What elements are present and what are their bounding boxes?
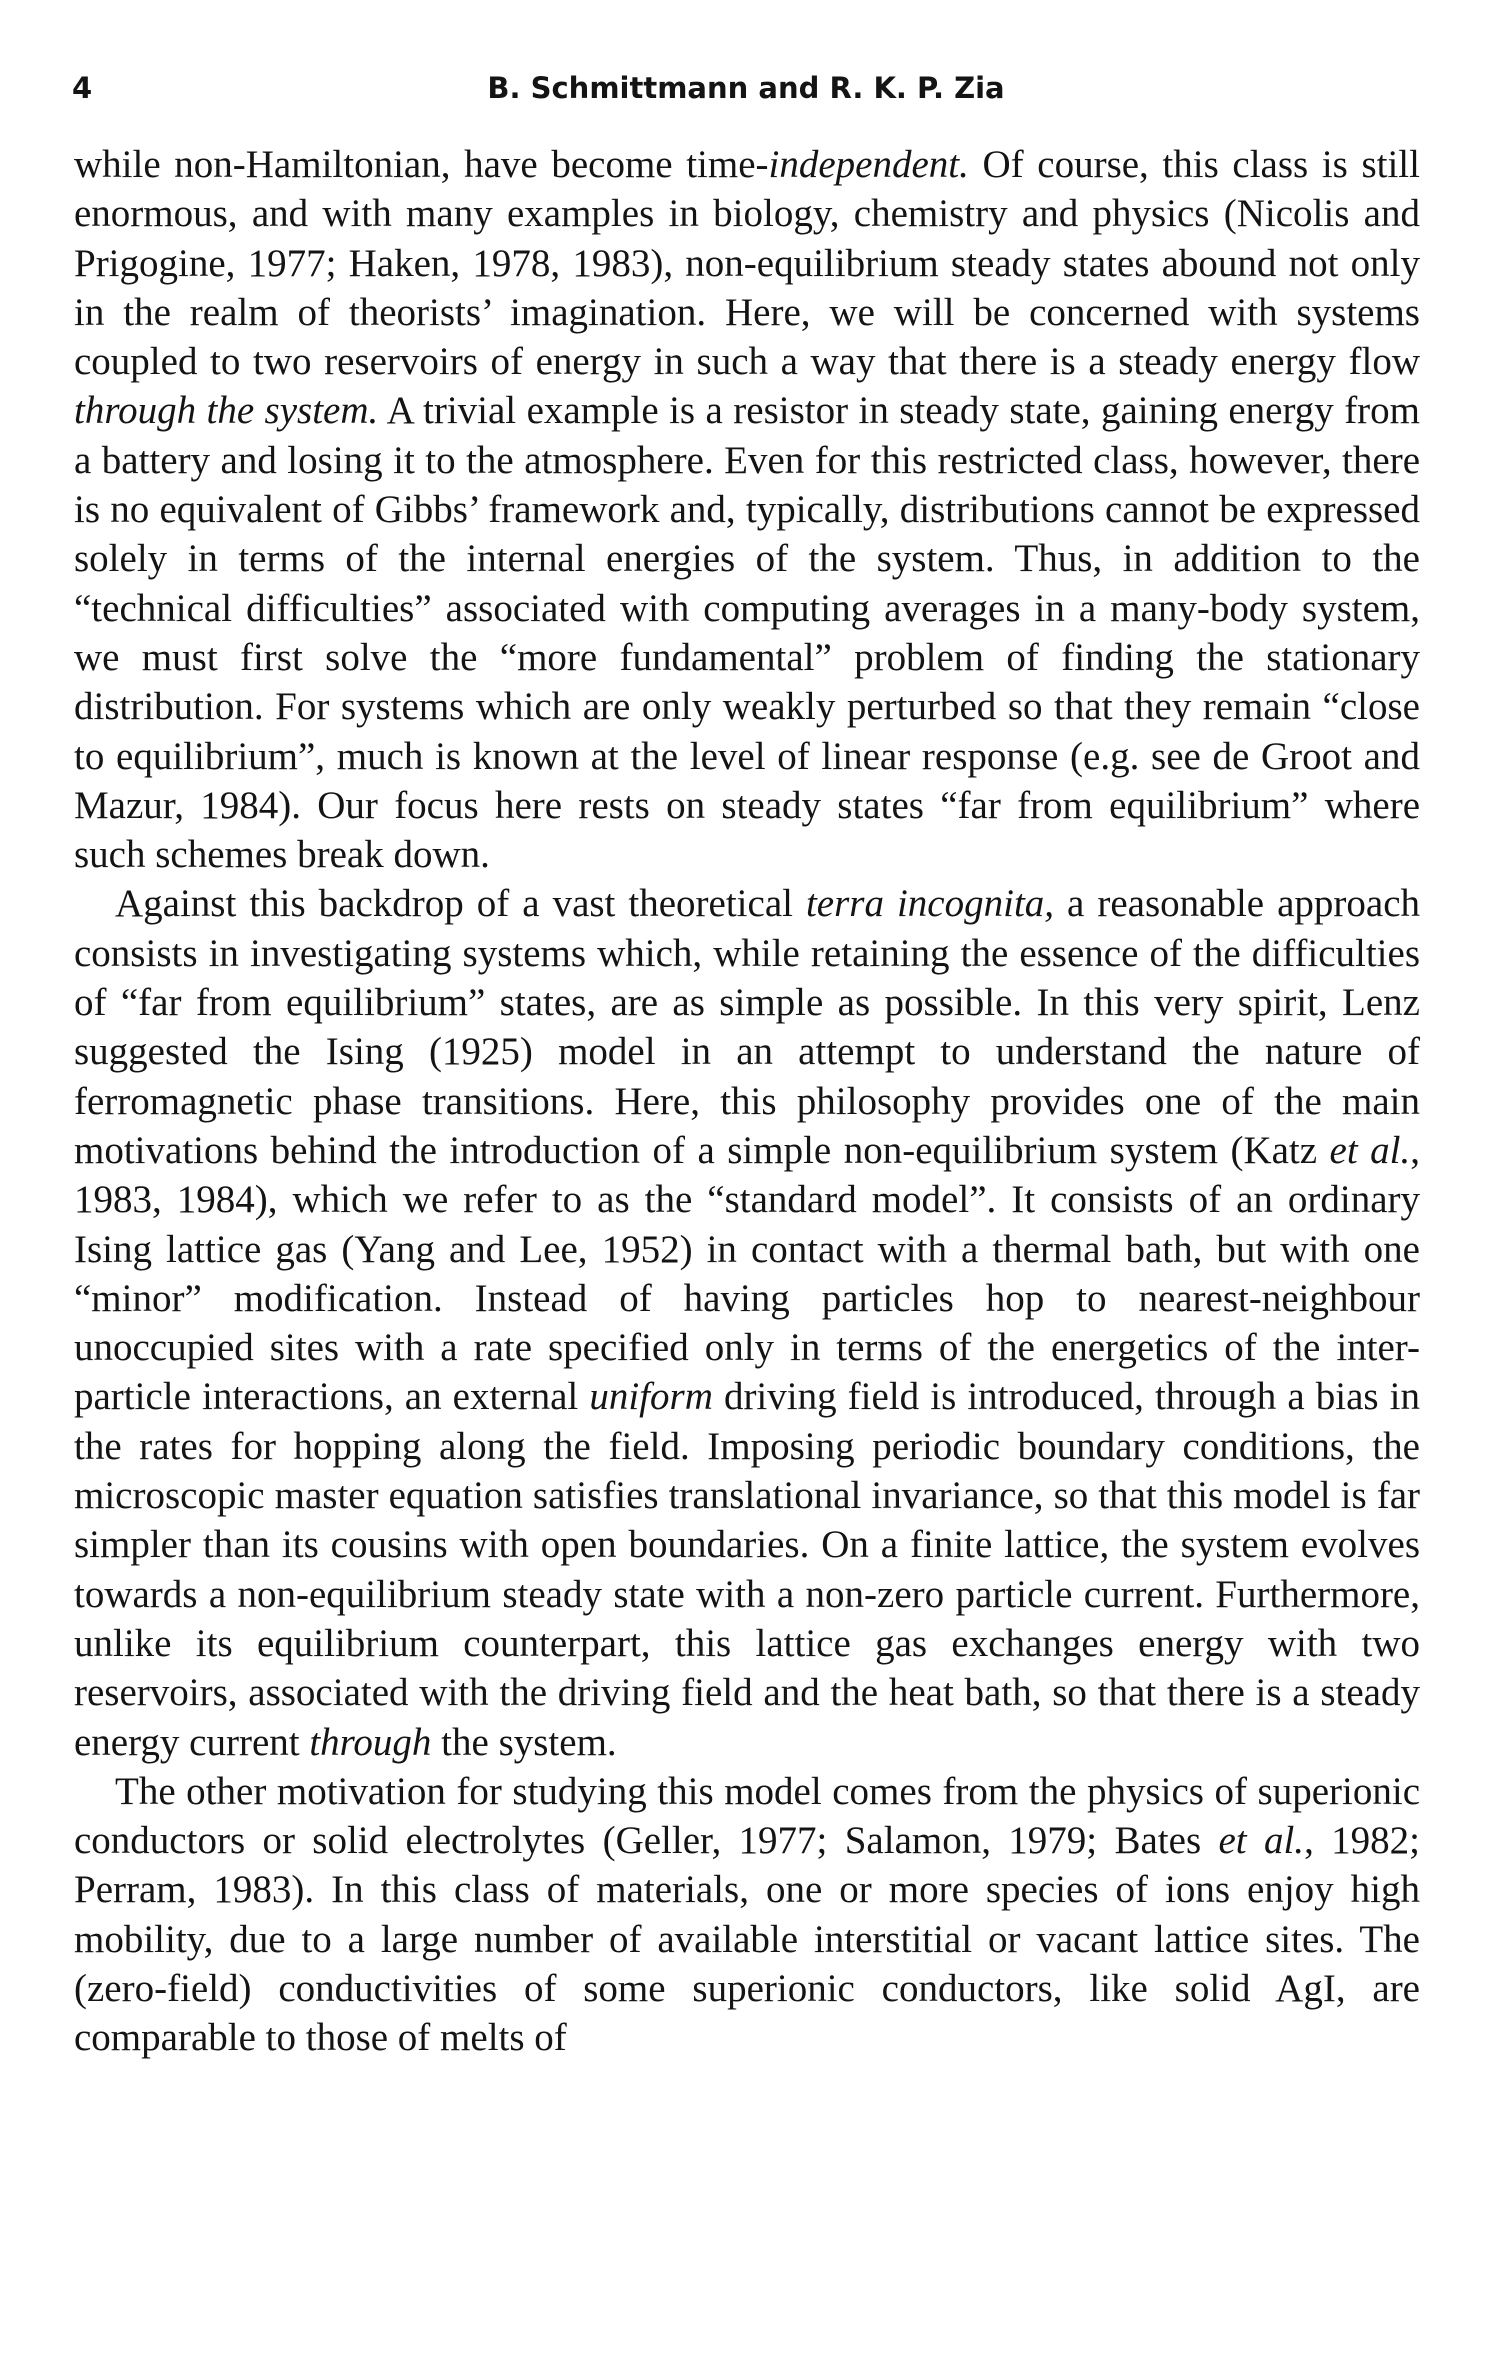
paragraph bbox=[74, 140, 1420, 879]
italic-run: et al. bbox=[1329, 1128, 1411, 1172]
running-head-authors: B. Schmittmann and R. K. P. Zia bbox=[487, 71, 1005, 105]
italic-run: uniform bbox=[589, 1375, 713, 1419]
italic-run: independent. bbox=[768, 143, 969, 186]
italic-run: terra incognita, bbox=[805, 882, 1055, 926]
italic-run: through the system. bbox=[74, 389, 379, 433]
running-head bbox=[72, 66, 1420, 110]
paragraph bbox=[74, 879, 1420, 1766]
text-run: while non-Hamiltonian, have become time- bbox=[74, 143, 769, 186]
paragraph bbox=[74, 1767, 1420, 2063]
text-run: a reasonable approach consists in investigating systems which, while retaining the essence of the difficulties of “far from equilibrium” states, are as simple as possible. In this very spirit, Lenz suggested the Ising (1925) model in an attempt to understand the nature of ferromagnetic phase transitions. Here, this philosophy provides one of the main motivations behind the introduction of a simple non-equilibrium system (Katz bbox=[74, 882, 1421, 1172]
text-run: the system. bbox=[431, 1720, 617, 1764]
italic-run: through bbox=[309, 1720, 432, 1764]
text-run: Of course, this class is still enormous, and with many examples in biology, chemistry and physics (Nicolis and Prigogine, 1977; Haken, 1978, 1983), non-equilibrium steady states abound not only in the realm of theorists’ imagination. Here, we will be concerned with systems coupled to two reservoirs of energy in such a way that there is a steady energy flow bbox=[74, 143, 1420, 384]
text-run: The other motivation for studying this model comes from the physics of superionic conductors or solid electrolytes (Geller, 1977; Salamon, 1979; Bates bbox=[74, 1769, 1420, 1863]
text-run: , 1982; Perram, 1983). In this class of materials, one or more species of ions enjoy high mobility, due to a large number of available interstitial or vacant lattice sites. The (zero-field) conductivities of some superionic conductors, like solid AgI, are comparable to those of melts of bbox=[74, 1819, 1420, 2060]
text-run: A trivial example is a resistor in steady state, gaining energy from a battery and losing it to the atmosphere. Even for this restricted class, however, there is no equivalent of Gibbs’ framework and, typically, distributions cannot be expressed solely in terms of the internal energies of the system. Thus, in addition to the “technical difficulties” associated with computing averages in a many-body system, we must first solve the “more fundamental” problem of finding the stationary distribution. For systems which are only weakly perturbed so that they remain “close to equilibrium”, much is known at the level of linear response (e.g. see de Groot and Mazur, 1984). Our focus here rests on steady states “far from equilibrium” where such schemes break down. bbox=[74, 389, 1421, 877]
italic-run: et al. bbox=[1218, 1819, 1305, 1863]
text-run: Against this backdrop of a vast theoretical bbox=[115, 882, 806, 926]
text-run: driving field is introduced, through a bias in the rates for hopping along the field. Imposing periodic boundary conditions, the microscopic master equation satisfies translational invariance, so that this model is far simpler than its cousins with open boundaries. On a finite lattice, the system evolves towards a non-equilibrium steady state with a non-zero particle current. Furthermore, unlike its equilibrium counterpart, this lattice gas exchanges energy with two reservoirs, associated with the driving field and the heat bath, so that there is a steady energy current bbox=[74, 1375, 1420, 1764]
text-run: , 1983, 1984), which we refer to as the “standard model”. It consists of an ordinary Ising lattice gas (Yang and Lee, 1952) in contact with a thermal bath, but with one “minor” modification. Instead of having particles hop to nearest-neighbour unoccupied sites with a rate specified only in terms of the energetics of the inter-particle interactions, an external bbox=[74, 1128, 1421, 1419]
page-number: 4 bbox=[72, 71, 93, 105]
body-text bbox=[74, 140, 1420, 2063]
